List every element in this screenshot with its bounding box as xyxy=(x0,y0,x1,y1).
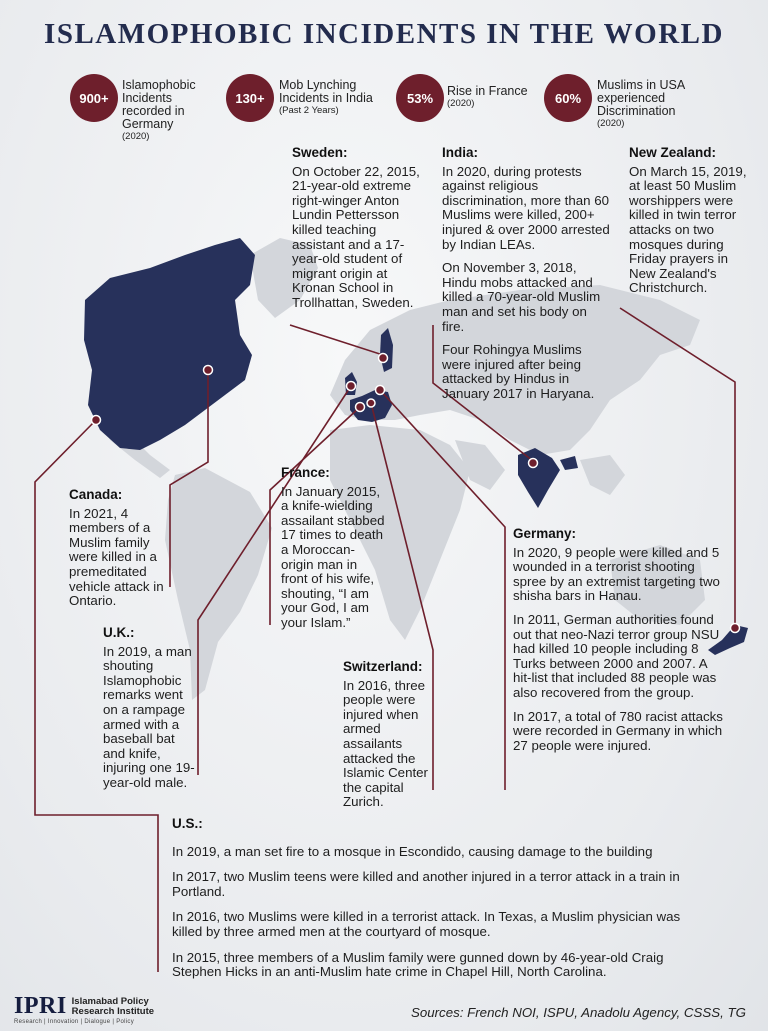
us-text-2: In 2017, two Muslim teens were killed and another injured in a terror attack in a train in Portland. xyxy=(172,869,680,899)
page-title: ISLAMOPHOBIC INCIDENTS IN THE WORLD xyxy=(44,18,724,50)
stat-germany-sub: (2020) xyxy=(122,131,150,142)
india-text-1: In 2020, during protests against religious discrimination, more than 60 Muslims were killed, 200+ injured & over 2000 arrested by Indian LEAs. xyxy=(442,163,610,252)
sources-text: Sources: French NOI, ISPU, Anadolu Agency, CSSS, TG xyxy=(410,1005,746,1020)
germany-text-2: In 2011, German authorities found out that neo-Nazi terror group NSU had killed 10 people including 8 Turks between 2000 and 2007. A hit-list that included 88 people was also recovered from the group. xyxy=(513,611,720,700)
us-marker xyxy=(92,416,101,425)
france-text: In January 2015, a knife-wielding assailant stabbed 17 times to death a Moroccan-origin man in front of his wife, shouting, “I am your God, I am your Islam.” xyxy=(281,483,385,630)
stat-germany-label: Islamophobic Incidents recorded in Germany xyxy=(122,78,196,131)
sweden-marker xyxy=(379,354,388,363)
stat-france-text xyxy=(447,85,542,110)
ipri-tagline: Research | Innovation | Dialogue | Policy xyxy=(14,1019,135,1025)
india-shape xyxy=(518,448,560,508)
stat-germany-value: 900+ xyxy=(70,74,118,122)
new-zealand-marker xyxy=(731,624,740,633)
stat-india-sub: (Past 2 Years) xyxy=(279,105,339,116)
canada-title: Canada: xyxy=(69,487,123,502)
switzerland-marker xyxy=(367,399,375,407)
ipri-org-line2: Research Institute xyxy=(71,1005,155,1017)
germany-title: Germany: xyxy=(513,526,577,541)
north-america-shape xyxy=(84,238,255,450)
stat-usa-sub: (2020) xyxy=(597,118,625,129)
us-text-3: In 2016, two Muslims were killed in a terrorist attack. In Texas, a Muslim physician was killed by three armed men at the courtyard of mosque. xyxy=(172,909,681,939)
uk-box xyxy=(103,626,195,800)
france-box xyxy=(281,466,385,640)
sweden-box xyxy=(292,146,428,320)
us-title: U.S.: xyxy=(172,816,203,831)
us-text-4: In 2015, three members of a Muslim family were gunned down by 46-year-old Craig Stephen Hicks in an anti-Muslim hate crime in Chapel Hill, North Carolina. xyxy=(172,949,664,980)
germany-marker xyxy=(376,386,385,395)
uk-text: In 2019, a man shouting Islamophobic remarks went on a rampage armed with a baseball bat and knife, injuring one 19-year-old male. xyxy=(103,643,195,790)
us-box xyxy=(172,817,702,989)
ipri-logo-text xyxy=(72,997,154,1017)
india-marker xyxy=(529,459,538,468)
india-box xyxy=(442,146,610,411)
germany-box xyxy=(513,527,723,762)
canada-text: In 2021, 4 members of a Muslim family were killed in a premeditated vehicle attack in Ontario. xyxy=(69,505,164,609)
france-marker xyxy=(356,403,365,412)
southeast-asia-shape xyxy=(580,455,625,495)
france-title: France: xyxy=(281,465,330,480)
ipri-logo xyxy=(14,993,154,1020)
germany-text-1: In 2020, 9 people were killed and 5 wounded in a terrorist shooting spree by an extremist targeting two shisha bars in Hanau. xyxy=(513,544,720,604)
stat-india-text xyxy=(279,79,394,117)
sweden-text: On October 22, 2015, 21-year-old extreme right-winger Anton Lundin Pettersson killed teaching assistant and a 17-year-old student of migrant origin at Kronan School in Trollhattan, Sweden. xyxy=(292,163,420,310)
stat-usa-value: 60% xyxy=(544,74,592,122)
india-text-3: Four Rohingya Muslims were injured after being attacked by Hindus in January 2017 in Haryana. xyxy=(442,342,595,401)
ipri-logo-mark: IPRI xyxy=(14,993,67,1019)
us-text-1: In 2019, a man set fire to a mosque in Escondido, causing damage to the building xyxy=(172,843,653,859)
new-zealand-text: On March 15, 2019, at least 50 Muslim worshippers were killed in twin terror attacks on two mosques during Friday prayers in New Zealand's Christchurch. xyxy=(629,163,747,296)
stat-france-label: Rise in France xyxy=(447,84,528,98)
stat-france-value: 53% xyxy=(396,74,444,122)
canada-marker xyxy=(204,366,213,375)
stat-india-label: Mob Lynching Incidents in India xyxy=(279,78,373,105)
bangladesh-shape xyxy=(560,456,578,470)
stat-usa-text xyxy=(597,79,697,130)
stat-france-sub: (2020) xyxy=(447,98,475,109)
switzerland-text: In 2016, three people were injured when armed assailants attacked the Islamic Center the capital Zurich. xyxy=(343,677,428,810)
stat-india-value: 130+ xyxy=(226,74,274,122)
stat-germany-text xyxy=(122,79,217,143)
sweden-title: Sweden: xyxy=(292,145,348,160)
switzerland-title: Switzerland: xyxy=(343,659,423,674)
canada-box xyxy=(69,488,165,618)
india-text-2: On November 3, 2018, Hindu mobs attacked and killed a 70-year-old Muslim man and set his body on fire. xyxy=(442,260,601,334)
india-title: India: xyxy=(442,145,478,160)
uk-title: U.K.: xyxy=(103,625,135,640)
new-zealand-box xyxy=(629,146,747,305)
germany-text-3: In 2017, a total of 780 racist attacks were recorded in Germany in which 27 people were injured. xyxy=(513,708,723,753)
switzerland-box xyxy=(343,660,431,819)
ipri-org-line1: Islamabad Policy xyxy=(71,995,149,1007)
uk-marker xyxy=(347,382,356,391)
stat-usa-label: Muslims in USA experienced Discrimination xyxy=(597,78,685,118)
new-zealand-title: New Zealand: xyxy=(629,145,717,160)
